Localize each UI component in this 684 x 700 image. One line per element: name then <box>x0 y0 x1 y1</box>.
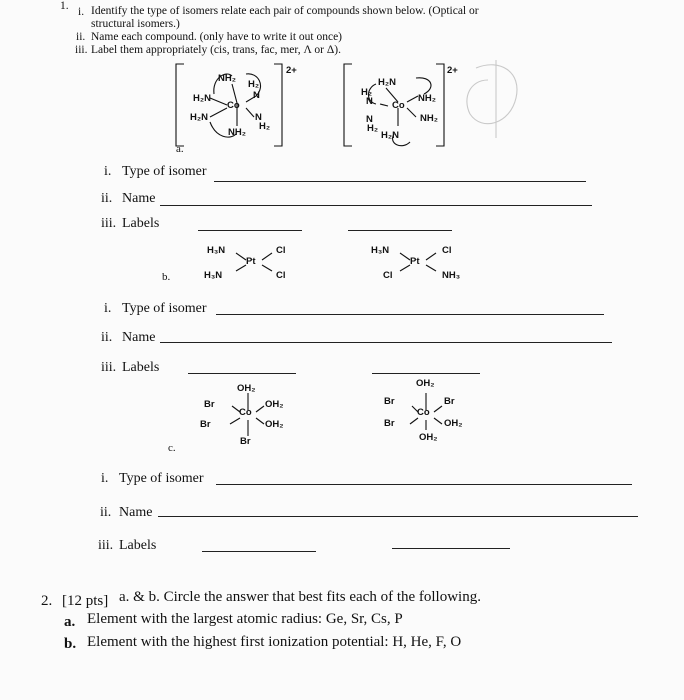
b-type-answer-line[interactable] <box>216 314 604 315</box>
a-left-h2-lower: H₂ <box>259 121 271 132</box>
c-right-oh2-bottom: OH₂ <box>419 432 438 443</box>
c-left-br-bottom: Br <box>240 436 251 447</box>
q2-points: [12 pts] <box>62 593 109 609</box>
a-iii-marker: iii. <box>101 216 117 231</box>
instruction-iii-marker: iii. <box>75 44 88 56</box>
b-label-2-line[interactable] <box>372 373 480 374</box>
bond <box>256 418 264 424</box>
c-ii-marker: ii. <box>100 505 112 520</box>
a-type-answer-line[interactable] <box>214 181 586 182</box>
b-name-label: Name <box>122 330 156 345</box>
c-i-marker: i. <box>101 471 109 486</box>
part-b-letter: b. <box>162 271 171 283</box>
a-left-h2n-lower: H₂N <box>190 112 208 123</box>
bond <box>236 253 246 260</box>
c-name-label: Name <box>119 505 153 520</box>
b-right-h3n-top: H₃N <box>371 245 390 256</box>
q2-a-marker: a. <box>64 614 76 630</box>
a-right-nh2-lower: NH₂ <box>420 113 438 124</box>
bond <box>210 98 227 105</box>
c-right-br-upper-right: Br <box>444 396 455 407</box>
part-b-structures <box>200 240 480 290</box>
bond <box>426 265 436 271</box>
bracket-left-close <box>274 64 282 146</box>
c-left-oh2-top: OH₂ <box>237 383 256 394</box>
bond <box>230 418 240 424</box>
bond <box>434 406 442 412</box>
c-labels-label: Labels <box>119 538 157 553</box>
b-labels-label: Labels <box>122 360 160 375</box>
b-left-cl-bottom: Cl <box>276 270 286 281</box>
bleed-through-sketch <box>467 65 517 124</box>
a-ii-marker: ii. <box>101 191 113 206</box>
c-left-br-lower: Br <box>200 419 211 430</box>
a-label-1-line[interactable] <box>198 230 302 231</box>
instruction-ii-marker: ii. <box>76 31 86 43</box>
a-left-nh2-top: NH₂ <box>218 73 236 84</box>
c-type-answer-line[interactable] <box>216 484 632 485</box>
c-label-2-line[interactable] <box>392 548 510 549</box>
b-label-1-line[interactable] <box>188 373 296 374</box>
bond <box>407 96 418 102</box>
bracket-left-open <box>176 64 184 146</box>
c-left-oh2-upper-right: OH₂ <box>265 399 284 410</box>
b-type-label: Type of isomer <box>122 301 207 316</box>
instruction-iii-text: Label them appropriately (cis, trans, fac, mer, Λ or Δ). <box>91 44 341 56</box>
bond <box>400 253 410 260</box>
b-right-nh3-bottom: NH₃ <box>442 270 461 281</box>
bond <box>400 265 410 271</box>
bond <box>246 108 254 117</box>
bond <box>236 265 246 271</box>
a-left-h2-top: H₂ <box>248 79 260 90</box>
part-c-letter: c. <box>168 442 176 454</box>
c-iii-marker: iii. <box>98 538 114 553</box>
a-right-h2n-top: H₂N <box>378 77 396 88</box>
q2-stem: a. & b. Circle the answer that best fits each of the following. <box>119 589 481 605</box>
question-number: 1. <box>60 0 69 12</box>
a-right-co: Co <box>392 100 405 111</box>
chelate-ring <box>416 78 431 94</box>
a-i-marker: i. <box>104 164 112 179</box>
c-left-br-upper: Br <box>204 399 215 410</box>
c-type-label: Type of isomer <box>119 471 204 486</box>
a-right-h2n-bottom: H₂N <box>381 130 399 141</box>
bond <box>210 108 227 117</box>
b-ii-marker: ii. <box>101 330 113 345</box>
b-right-cl-top: Cl <box>442 245 452 256</box>
b-iii-marker: iii. <box>101 360 117 375</box>
c-label-1-line[interactable] <box>202 551 316 552</box>
a-right-h2-lower: H₂ <box>367 123 379 134</box>
a-left-co: Co <box>227 100 240 111</box>
bond <box>380 104 388 106</box>
bond <box>426 253 436 260</box>
bond <box>262 253 272 260</box>
a-type-label: Type of isomer <box>122 164 207 179</box>
a-name-answer-line[interactable] <box>160 205 592 206</box>
c-right-br-upper: Br <box>384 396 395 407</box>
q2-number: 2. <box>41 593 53 609</box>
a-charge-left: 2+ <box>286 65 297 76</box>
c-right-oh2-lower-right: OH₂ <box>444 418 463 429</box>
a-left-nh2-bottom: NH₂ <box>228 127 246 138</box>
q2-b-marker: b. <box>64 636 77 652</box>
c-right-oh2-top: OH₂ <box>416 378 435 389</box>
c-name-answer-line[interactable] <box>158 516 638 517</box>
b-left-h3n-bottom: H₃N <box>204 270 223 281</box>
instruction-ii-text: Name each compound. (only have to write it out once) <box>91 31 343 43</box>
q2-a-text: Element with the largest atomic radius: Ge, Sr, Cs, P <box>87 611 403 627</box>
a-label-2-line[interactable] <box>348 230 452 231</box>
bond <box>256 406 264 412</box>
part-a-letter: a. <box>176 143 184 155</box>
b-left-h3n-top: H₃N <box>207 245 226 256</box>
b-name-answer-line[interactable] <box>160 342 612 343</box>
a-right-n-lower: N <box>366 114 373 125</box>
c-right-co: Co <box>417 407 430 418</box>
a-name-label: Name <box>122 191 156 206</box>
c-left-co: Co <box>239 407 252 418</box>
bracket-right-open <box>344 64 352 146</box>
b-left-cl-top: Cl <box>276 245 286 256</box>
a-right-nh2-right: NH₂ <box>418 93 436 104</box>
bracket-right-close <box>436 64 444 146</box>
b-left-pt: Pt <box>246 256 256 267</box>
b-right-cl-bottom: Cl <box>383 270 393 281</box>
bond <box>434 418 442 424</box>
bond <box>410 418 418 424</box>
b-right-pt: Pt <box>410 256 420 267</box>
c-right-br-lower: Br <box>384 418 395 429</box>
a-left-n-lower: N <box>255 112 262 123</box>
instruction-i-text: Identify the type of isomers relate each pair of compounds shown below. (Optical or <box>91 5 479 17</box>
a-labels-label: Labels <box>122 216 160 231</box>
bond <box>262 265 272 271</box>
instruction-i-text-cont: structural isomers.) <box>91 18 180 30</box>
a-charge-right: 2+ <box>447 65 458 76</box>
a-left-h2n-left: H₂N <box>193 93 211 104</box>
instruction-i-marker: i. <box>78 6 85 18</box>
q2-b-text: Element with the highest first ionization potential: H, He, F, O <box>87 634 462 650</box>
a-right-n: N <box>366 96 373 107</box>
c-left-oh2-lower-right: OH₂ <box>265 419 284 430</box>
a-right-h2: H₂ <box>361 87 373 98</box>
b-i-marker: i. <box>104 301 112 316</box>
a-left-n-right: N <box>253 90 260 101</box>
bond <box>407 108 416 117</box>
